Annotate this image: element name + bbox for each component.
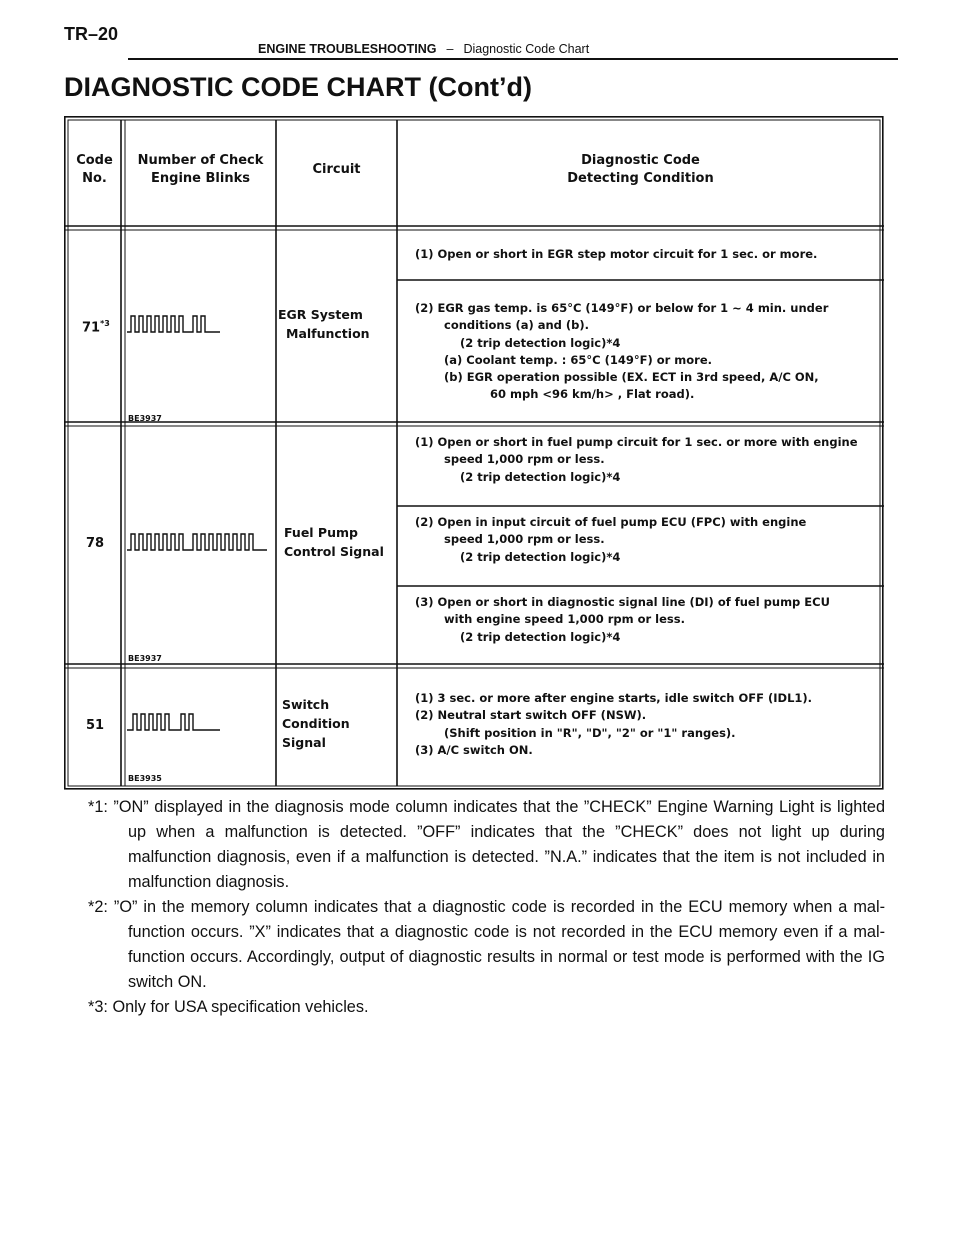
circuit-switch-condition <box>282 696 350 752</box>
section-separator: – <box>446 42 454 56</box>
code-71 <box>82 319 110 335</box>
header-circuit <box>276 161 397 179</box>
blink-figure-ref-51: BE3935 <box>128 774 162 783</box>
page-title: DIAGNOSTIC CODE CHART (Cont’d) <box>64 72 532 102</box>
circuit-line: Condition <box>282 715 350 731</box>
page-number: TR–20 <box>64 24 119 44</box>
condition-line: (b) EGR operation possible (EX. ECT in 3rd speed, A/C ON, <box>444 370 819 384</box>
header-condition-line2: Detecting Condition <box>567 170 714 186</box>
code-51 <box>86 718 104 733</box>
footnote-3: *3: Only for USA specification vehicles. <box>88 998 369 1016</box>
condition-71-1 <box>415 246 817 263</box>
header-circuit-label: Circuit <box>312 162 361 177</box>
header-blinks <box>125 152 276 187</box>
condition-line: speed 1,000 rpm or less. <box>444 452 605 467</box>
header-condition-line1: Diagnostic Code <box>581 153 700 168</box>
section-name: ENGINE TROUBLESHOOTING <box>258 42 437 56</box>
blink-pattern-51 <box>127 710 222 734</box>
condition-line: (2 trip detection logic)*4 <box>460 335 621 350</box>
circuit-fuel-pump <box>284 524 384 562</box>
code-number: 78 <box>86 536 105 551</box>
footnotes <box>88 795 885 1020</box>
circuit-egr-system <box>278 306 370 344</box>
header-blinks-line2: Engine Blinks <box>151 170 250 186</box>
header-blinks-line1: Number of Check <box>137 153 264 168</box>
condition-line: (3) Open or short in diagnostic signal line (DI) of fuel pump ECU <box>415 595 830 609</box>
header-condition <box>397 152 884 187</box>
condition-line: (1) Open or short in fuel pump circuit for 1 sec. or more with engine <box>415 435 858 449</box>
section-breadcrumb <box>258 42 589 56</box>
blink-pattern-71 <box>127 312 222 336</box>
condition-line: (3) A/C switch ON. <box>415 742 533 757</box>
circuit-line: Fuel Pump <box>284 525 358 540</box>
code-footnote: *3 <box>100 319 110 328</box>
header-code-line1: Code <box>76 153 113 168</box>
page-header <box>0 0 960 62</box>
condition-line: with engine speed 1,000 rpm or less. <box>444 612 685 627</box>
blink-pattern-78 <box>127 530 269 554</box>
condition-line: (2) EGR gas temp. is 65°C (149°F) or below for 1 ~ 4 min. under <box>415 301 829 315</box>
footnote-1: *1: ”ON” displayed in the diagnosis mode column indicates that the ”CHECK” Engine Warning Light is lighted up when a malfunction is detected. ”OFF” indicates that the ”CHECK” does not light up during malfunction diagnosis, even if a malfunction is detected. ”N.A.” indicates that the item is not included in malfunction diagnosis. <box>88 798 885 891</box>
circuit-line: Control Signal <box>284 543 384 559</box>
circuit-line: Switch <box>282 697 330 712</box>
condition-78-2 <box>415 514 806 566</box>
condition-line: (2 trip detection logic)*4 <box>460 469 621 484</box>
diagnostic-code-table <box>64 116 884 790</box>
condition-line: 60 mph <96 km/h> , Flat road). <box>490 387 695 402</box>
subsection-name: Diagnostic Code Chart <box>463 42 590 56</box>
blink-figure-ref-71: BE3937 <box>128 414 162 423</box>
circuit-line: Signal <box>282 734 326 750</box>
code-78 <box>86 536 104 551</box>
code-number: 51 <box>86 718 105 733</box>
condition-line: (a) Coolant temp. : 65°C (149°F) or more. <box>444 352 713 367</box>
condition-line: (Shift position in "R", "D", "2" or "1" ranges). <box>444 725 736 740</box>
condition-line: (2 trip detection logic)*4 <box>460 629 621 644</box>
condition-line: (2) Neutral start switch OFF (NSW). <box>415 708 647 723</box>
code-number: 71 <box>82 320 101 336</box>
condition-line: (2) Open in input circuit of fuel pump ECU (FPC) with engine <box>415 515 807 529</box>
circuit-line: EGR System <box>278 307 363 322</box>
condition-78-3 <box>415 594 830 646</box>
condition-78-1 <box>415 434 858 486</box>
condition-51-1 <box>415 690 812 759</box>
condition-line: speed 1,000 rpm or less. <box>444 532 605 547</box>
blink-figure-ref-78: BE3937 <box>128 654 162 663</box>
circuit-line: Malfunction <box>286 325 370 341</box>
condition-line: (1) Open or short in EGR step motor circuit for 1 sec. or more. <box>415 247 818 261</box>
header-code-no <box>68 152 121 187</box>
condition-line: (2 trip detection logic)*4 <box>460 549 621 564</box>
condition-line: (1) 3 sec. or more after engine starts, idle switch OFF (IDL1). <box>415 691 813 705</box>
condition-71-2 <box>415 300 828 404</box>
header-rule <box>128 58 898 60</box>
footnote-2: *2: ”O” in the memory column indicates that a diagnostic code is recorded in the ECU memory when a mal-function occurs. ”X” indicates that a diagnostic code is not recorded in the ECU memory even if a mal-function occurs. Accordingly, output of diagnostic results in normal or test mode is performed with the IG switch ON. <box>88 898 885 991</box>
header-code-line2: No. <box>82 170 107 186</box>
condition-line: conditions (a) and (b). <box>444 318 590 333</box>
